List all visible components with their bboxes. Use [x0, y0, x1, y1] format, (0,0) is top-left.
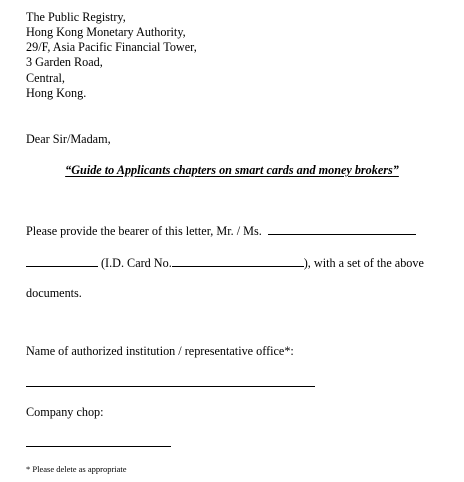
- company-chop-field[interactable]: [26, 446, 171, 447]
- document-title: [0, 163, 464, 178]
- bearer-name-field[interactable]: [268, 224, 416, 235]
- request-line: [26, 224, 416, 239]
- documents-word: documents.: [26, 286, 82, 300]
- address-line-5: Central,: [26, 71, 65, 85]
- company-chop-label: Company chop:: [26, 405, 104, 419]
- address-line-4: 3 Garden Road,: [26, 55, 103, 69]
- id-card-number-field[interactable]: [172, 256, 304, 267]
- id-label-open: (I.D. Card No.: [101, 256, 172, 270]
- bearer-title-field[interactable]: [26, 256, 98, 267]
- address-line-3: 29/F, Asia Pacific Financial Tower,: [26, 40, 197, 54]
- institution-label: Name of authorized institution / representative office*:: [26, 344, 294, 358]
- salutation: Dear Sir/Madam,: [26, 132, 111, 146]
- footnote: * Please delete as appropriate: [26, 464, 127, 474]
- document-title-text: “Guide to Applicants chapters on smart cards and money brokers”: [65, 163, 399, 177]
- address-line-2: Hong Kong Monetary Authority,: [26, 25, 186, 39]
- id-label-close: ), with a set of the above: [303, 256, 424, 270]
- request-prefix: Please provide the bearer of this letter, Mr. / Ms.: [26, 224, 262, 238]
- address-line-1: The Public Registry,: [26, 10, 126, 24]
- address-line-6: Hong Kong.: [26, 86, 87, 100]
- institution-name-field[interactable]: [26, 386, 315, 387]
- id-card-line: [26, 256, 424, 271]
